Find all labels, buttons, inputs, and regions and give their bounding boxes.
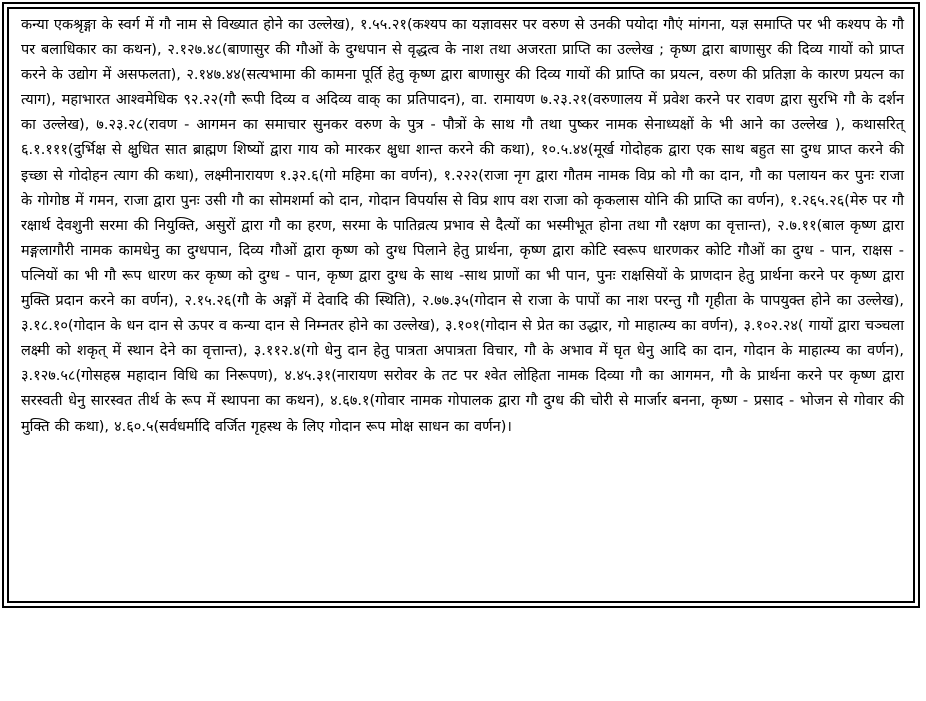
- inner-border: [7, 7, 915, 603]
- outer-border: [2, 2, 920, 608]
- reference-paragraph: कन्या एकश्रृङ्गा के स्वर्ग में गौ नाम से विख्यात होने का उल्लेख), १.५५.२१(कश्यप का यज्ञावसर पर वरुण से उनकी पयोदा गौएं मांगना, यज्ञ समाप्ति पर भी कश्यप के गौ पर बलाधिकार का कथन), २.१२७.४८(बाणासुर की गौओं के दुग्धपान से वृद्धत्व के नाश तथा अजरता प्राप्ति का उल्लेख ; कृष्ण द्वारा बाणासुर की दिव्य गायों को प्राप्त करने के उद्योग में असफलता), २.१४७.४४(सत्यभामा की कामना पूर्ति हेतु कृष्ण द्वारा बाणासुर की दिव्य गायों की प्राप्ति का प्रयत्न, वरुण की प्रतिज्ञा के कारण प्रयत्न का त्याग), महाभारत आश्वमेधिक ९२.२२(गौ रूपी दिव्य व अदिव्य वाक् का प्रतिपादन), वा. रामायण ७.२३.२१(वरुणालय में प्रवेश करने पर रावण द्वारा सुरभि गौ के दर्शन का उल्लेख), ७.२३.२८(रावण - आगमन का समाचार सुनकर वरुण के पुत्र - पौत्रों के साथ गौ तथा पुष्कर नामक सेनाध्यक्षों के भी आने का उल्लेख ), कथासरित् ६.१.१११(दुर्भिक्ष से क्षुधित सात ब्राह्मण शिष्यों द्वारा गाय को मारकर क्षुधा शान्त करने की कथा), १०.५.४४(मूर्ख गोदोहक द्वारा एक साथ बहुत सा दुग्ध प्राप्त करने की इच्छा से गोदोहन त्याग की कथा), लक्ष्मीनारायण १.३२.६(गो महिमा का वर्णन), १.२२२(राजा नृग द्वारा गौतम नामक विप्र को गौ का दान, गौ का पलायन कर पुनः राजा के गोगोष्ठ में गमन, राजा द्वारा पुनः उसी गौ का सोमशर्मा को दान, गोदान विपर्यास से विप्र शाप वश राजा को कृकलास योनि की प्राप्ति का वर्णन), १.२६५.२६(मेरु पर गौ रक्षार्थ देवशुनी सरमा की नियुक्ति, असुरों द्वारा गौ का हरण, सरमा के पातिव्रत्य प्रभाव से दैत्यों का भस्मीभूत होना तथा गौ रक्षण का वृत्तान्त), २.७.११(बाल कृष्ण द्वारा मङ्गलागौरी नामक कामधेनु का दुग्धपान, दिव्य गौओं द्वारा कृष्ण को दुग्ध पिलाने हेतु प्रार्थना, कृष्ण द्वारा कोटि स्वरूप धारणकर कोटि गौओं का दुग्ध - पान, राक्षस - पत्नियों का भी गौ रूप धारण कर कृष्ण को दुग्ध - पान, कृष्ण द्वारा दुग्ध के साथ -साथ प्राणों का भी पान, पुनः राक्षसियों के प्राणदान हेतु प्रार्थना करने पर कृष्ण द्वारा मुक्ति प्रदान करने का वर्णन), २.१५.२६(गौ के अङ्गों में देवादि की स्थिति), २.७७.३५(गोदान से राजा के पापों का नाश परन्तु गौ गृहीता के पापयुक्त होने का उल्लेख), ३.१८.१०(गोदान के धन दान से ऊपर व कन्या दान से निम्नतर होने का उल्लेख), ३.१०१(गोदान से प्रेत का उद्धार, गो माहात्म्य का वर्णन), ३.१०२.२४( गायों द्वारा चञ्चला लक्ष्मी को शकृत् में स्थान देने का वृत्तान्त), ३.११२.४(गो धेनु दान हेतु पात्रता अपात्रता विचार, गौ के अभाव में घृत धेनु आदि का दान, गोदान के माहात्म्य का वर्णन), ३.१२७.५८(गोसहस्र महादान विधि का निरूपण), ४.४५.३१(नारायण सरोवर के तट पर श्वेत लोहिता नामक दिव्या गौ का आगमन, गौ के प्रार्थना करने पर कृष्ण द्वारा सरस्वती धेनु सारस्वत तीर्थ के रूप में स्थापना का कथन), ४.६७.१(गोवार नामक गोपालक द्वारा गौ दुग्ध की चोरी से मार्जार बनना, कृष्ण - प्रसाद - भोजन से गोवार की मुक्ति की कथा), ४.६०.५(सर्वधर्मादि वर्जित गृहस्थ के लिए गोदान रूप मोक्ष साधन का वर्णन)।: [21, 17, 905, 435]
